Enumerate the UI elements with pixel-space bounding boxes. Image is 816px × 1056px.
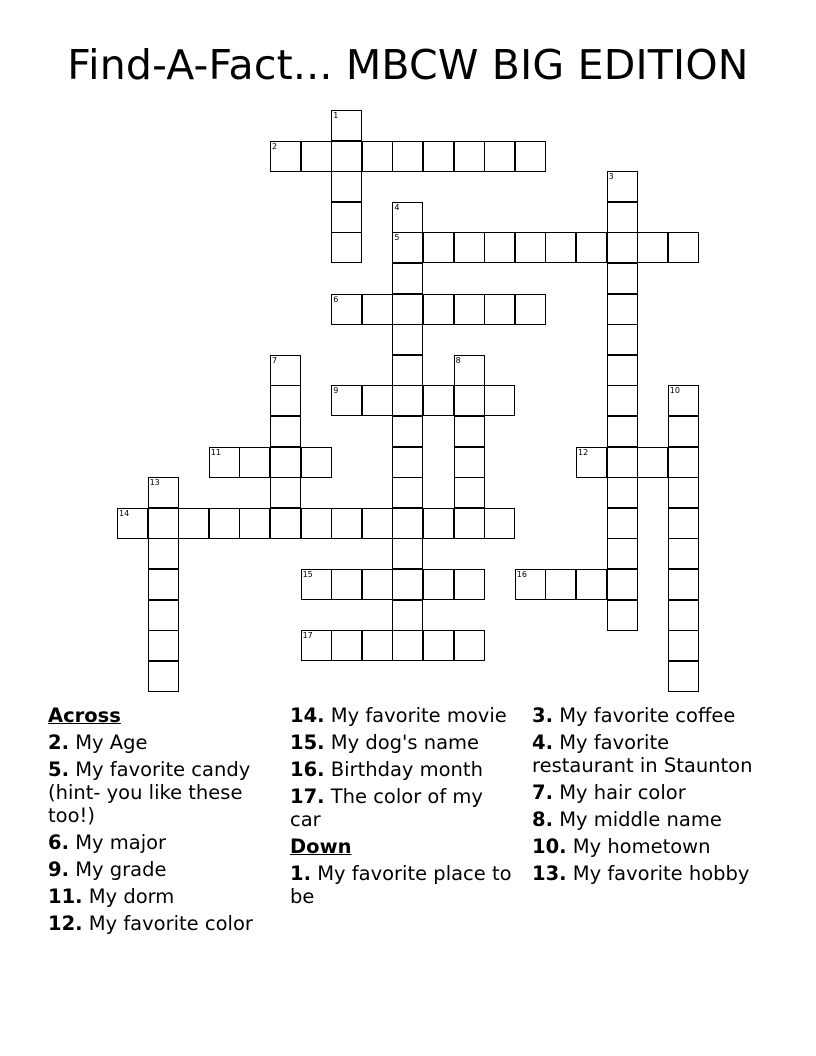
clue-number: 5	[394, 233, 400, 243]
grid-cell[interactable]	[148, 508, 179, 539]
grid-cell[interactable]	[668, 508, 699, 539]
grid-cell[interactable]	[668, 385, 699, 416]
grid-cell[interactable]	[362, 294, 393, 325]
grid-cell[interactable]	[392, 447, 423, 478]
grid-cell[interactable]	[178, 508, 209, 539]
grid-cell[interactable]	[454, 385, 485, 416]
grid-cell[interactable]	[454, 447, 485, 478]
grid-cell[interactable]	[484, 385, 515, 416]
grid-cell[interactable]	[209, 447, 240, 478]
grid-cell[interactable]	[607, 385, 638, 416]
grid-cell[interactable]	[454, 569, 485, 600]
grid-cell[interactable]	[392, 630, 423, 661]
grid-cell[interactable]	[545, 569, 576, 600]
grid-cell[interactable]	[270, 355, 301, 386]
grid-cell[interactable]	[454, 416, 485, 447]
grid-cell[interactable]	[331, 202, 362, 233]
grid-cell[interactable]	[454, 630, 485, 661]
grid-cell[interactable]	[668, 232, 699, 263]
grid-cell[interactable]	[148, 569, 179, 600]
grid-cell[interactable]	[148, 600, 179, 631]
grid-cell[interactable]	[668, 447, 699, 478]
grid-cell[interactable]	[331, 141, 362, 172]
grid-cell[interactable]	[270, 508, 301, 539]
grid-cell[interactable]	[239, 447, 270, 478]
clue-down-7: 7. My hair color	[532, 781, 686, 804]
grid-cell[interactable]	[515, 569, 546, 600]
grid-cell[interactable]	[392, 202, 423, 233]
grid-cell[interactable]	[607, 171, 638, 202]
grid-cell[interactable]	[607, 477, 638, 508]
clue-down-10: 10. My hometown	[532, 835, 711, 858]
grid-cell[interactable]	[362, 630, 393, 661]
grid-cell[interactable]	[331, 569, 362, 600]
grid-cell[interactable]	[484, 294, 515, 325]
grid-cell[interactable]	[423, 141, 454, 172]
grid-cell[interactable]	[484, 508, 515, 539]
clue-number: 3	[608, 172, 614, 182]
clue-across-6: 6. My major	[48, 831, 167, 854]
grid-cell[interactable]	[576, 447, 607, 478]
clue-number: 10	[669, 386, 680, 396]
grid-cell[interactable]	[209, 508, 240, 539]
grid-cell[interactable]	[576, 569, 607, 600]
grid-cell[interactable]	[668, 569, 699, 600]
grid-cell[interactable]	[331, 385, 362, 416]
grid-cell[interactable]	[392, 324, 423, 355]
clue-number: 2	[272, 141, 278, 151]
grid-cell[interactable]	[607, 600, 638, 631]
grid-cell[interactable]	[117, 508, 148, 539]
clue-number: 12	[578, 447, 589, 457]
grid-cell[interactable]	[454, 141, 485, 172]
clue-number: 9	[333, 386, 339, 396]
grid-cell[interactable]	[454, 508, 485, 539]
clue-number: 15	[302, 570, 313, 579]
grid-cell[interactable]	[392, 600, 423, 631]
grid-cell[interactable]	[392, 508, 423, 539]
grid-cell[interactable]	[331, 171, 362, 202]
grid-cell[interactable]	[484, 232, 515, 263]
grid-cell[interactable]	[607, 324, 638, 355]
grid-cell[interactable]	[270, 477, 301, 508]
grid-cell[interactable]	[392, 263, 423, 294]
grid-cell[interactable]	[668, 600, 699, 631]
grid-cell[interactable]	[668, 661, 699, 692]
grid-cell[interactable]	[392, 294, 423, 325]
clue-down-13: 13. My favorite hobby	[532, 862, 750, 885]
grid-cell[interactable]	[392, 538, 423, 569]
grid-cell[interactable]	[239, 508, 270, 539]
clue-number: 16	[516, 570, 527, 579]
grid-cell[interactable]	[301, 141, 332, 172]
grid-cell[interactable]	[607, 355, 638, 386]
grid-cell[interactable]	[668, 477, 699, 508]
grid-cell[interactable]	[607, 538, 638, 569]
grid-cell[interactable]	[392, 141, 423, 172]
grid-cell[interactable]	[607, 508, 638, 539]
grid-cell[interactable]	[607, 416, 638, 447]
clue-across-14: 14. My favorite movie	[290, 704, 507, 727]
grid-cell[interactable]	[270, 141, 301, 172]
grid-cell[interactable]	[545, 232, 576, 263]
grid-cell[interactable]	[362, 569, 393, 600]
grid-cell[interactable]	[423, 630, 454, 661]
grid-cell[interactable]	[423, 508, 454, 539]
grid-cell[interactable]	[270, 385, 301, 416]
grid-cell[interactable]	[454, 294, 485, 325]
grid-cell[interactable]	[668, 416, 699, 447]
grid-cell[interactable]	[362, 385, 393, 416]
clue-across-15: 15. My dog's name	[290, 731, 480, 754]
grid-cell[interactable]	[301, 447, 332, 478]
clue-number: 4	[394, 202, 400, 212]
grid-cell[interactable]	[331, 508, 362, 539]
grid-cell[interactable]	[392, 355, 423, 386]
clue-number: 11	[210, 447, 221, 457]
grid-cell[interactable]	[637, 232, 668, 263]
grid-cell[interactable]	[148, 630, 179, 661]
clue-across-12: 12. My favorite color	[48, 912, 253, 935]
grid-cell[interactable]	[301, 569, 332, 600]
clues-column-3	[532, 704, 762, 889]
clue-number: 1	[333, 111, 339, 120]
grid-cell[interactable]	[362, 141, 393, 172]
grid-cell[interactable]	[148, 538, 179, 569]
grid-cell[interactable]	[484, 141, 515, 172]
grid-cell[interactable]	[392, 569, 423, 600]
grid-cell[interactable]	[331, 630, 362, 661]
grid-cell[interactable]	[607, 447, 638, 478]
grid-cell[interactable]	[148, 477, 179, 508]
clue-down-4: 4. My favorite restaurant in Staunton	[532, 731, 753, 777]
grid-cell[interactable]	[423, 294, 454, 325]
grid-cell[interactable]	[392, 477, 423, 508]
grid-cell[interactable]	[668, 630, 699, 661]
clues-column-2	[290, 704, 515, 912]
grid-cell[interactable]	[270, 447, 301, 478]
clue-number: 7	[272, 355, 278, 365]
clues-column-1	[48, 704, 280, 939]
grid-cell[interactable]	[607, 263, 638, 294]
grid-cell[interactable]	[454, 477, 485, 508]
grid-cell[interactable]	[331, 110, 362, 141]
clue-across-16: 16. Birthday month	[290, 758, 483, 781]
grid-cell[interactable]	[423, 232, 454, 263]
grid-cell[interactable]	[331, 294, 362, 325]
down-heading: Down	[290, 835, 352, 858]
grid-cell[interactable]	[331, 232, 362, 263]
grid-cell[interactable]	[301, 630, 332, 661]
clue-number: 8	[455, 355, 461, 365]
grid-cell[interactable]	[423, 385, 454, 416]
clue-number: 17	[302, 631, 313, 641]
grid-cell[interactable]	[515, 232, 546, 263]
grid-cell[interactable]	[270, 416, 301, 447]
across-heading: Across	[48, 704, 121, 727]
clue-number: 13	[149, 478, 160, 488]
grid-cell[interactable]	[454, 232, 485, 263]
grid-cell[interactable]	[392, 385, 423, 416]
grid-cell[interactable]	[576, 232, 607, 263]
grid-cell[interactable]	[637, 447, 668, 478]
clue-down-3: 3. My favorite coffee	[532, 704, 736, 727]
grid-cell[interactable]	[515, 141, 546, 172]
grid-cell[interactable]	[423, 569, 454, 600]
clue-down-8: 8. My middle name	[532, 808, 722, 831]
grid-cell[interactable]	[362, 508, 393, 539]
puzzle-title: Find-A-Fact... MBCW BIG EDITION	[67, 41, 749, 89]
clue-across-11: 11. My dorm	[48, 885, 175, 908]
clue-down-1: 1. My favorite place to be	[290, 862, 512, 908]
grid-cell[interactable]	[515, 294, 546, 325]
clue-number: 14	[119, 508, 130, 518]
clue-across-5: 5. My favorite candy (hint- you like these too!)	[48, 758, 251, 827]
grid-cell[interactable]	[607, 294, 638, 325]
grid-cell[interactable]	[392, 232, 423, 263]
grid-cell[interactable]	[607, 232, 638, 263]
grid-cell[interactable]	[668, 538, 699, 569]
clue-across-17: 17. The color of my car	[290, 785, 483, 831]
clue-number: 6	[333, 294, 339, 304]
grid-cell[interactable]	[454, 355, 485, 386]
clue-across-2: 2. My Age	[48, 731, 148, 754]
clue-across-9: 9. My grade	[48, 858, 167, 881]
grid-cell[interactable]	[607, 202, 638, 233]
grid-cell[interactable]	[607, 569, 638, 600]
grid-cell[interactable]	[148, 661, 179, 692]
grid-cell[interactable]	[301, 508, 332, 539]
grid-cell[interactable]	[392, 416, 423, 447]
